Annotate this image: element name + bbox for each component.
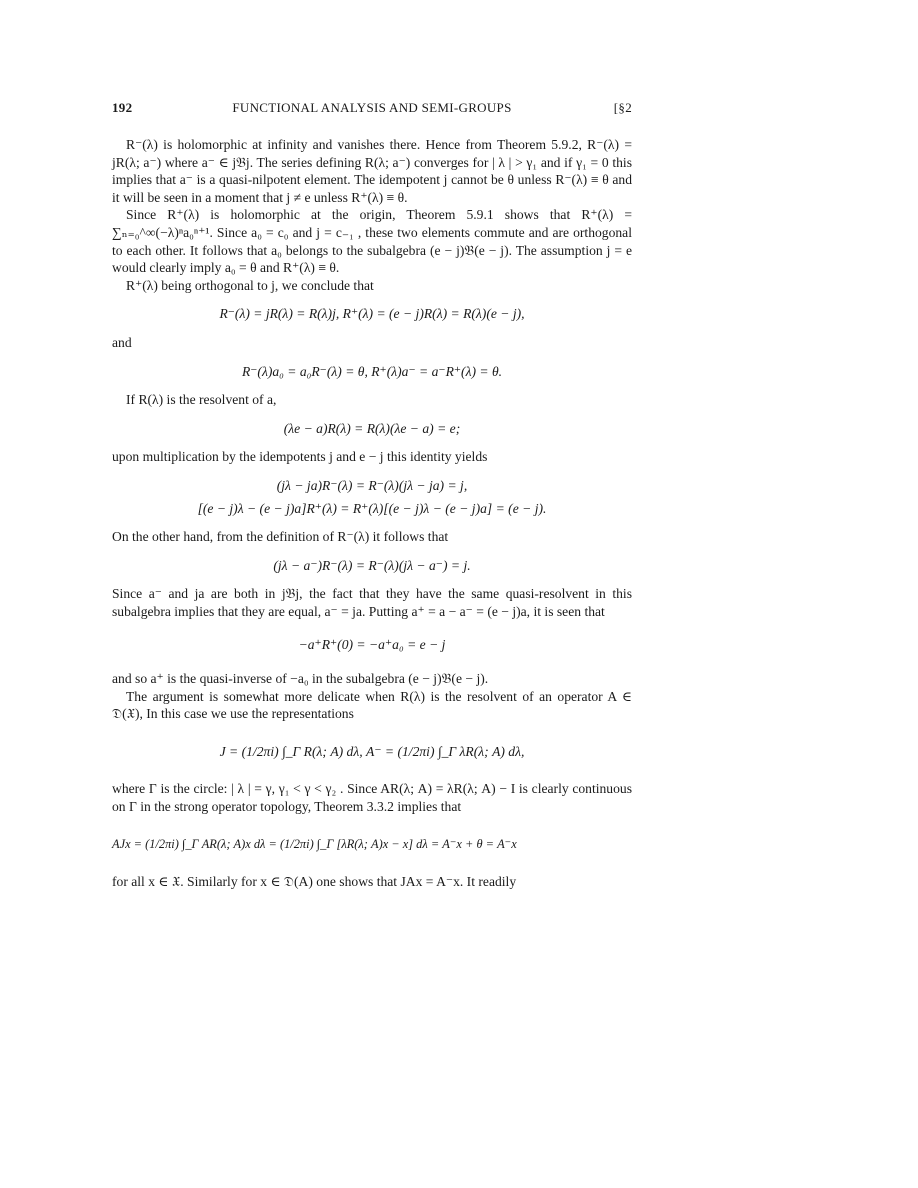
display-equation: (λe − a)R(λ) = R(λ)(λe − a) = e; [283,420,461,436]
display-equation: R⁻(λ) = jR(λ) = R(λ)j, R⁺(λ) = (e − j)R(λ) = R(λ)(e − j), [219,306,525,322]
paragraph: R⁻(λ) is holomorphic at infinity and vanishes there. Hence from Theorem 5.9.2, R⁻(λ) = jR(λ; a⁻) where a⁻ ∈ j𝔅j. The series defining R(λ; a⁻) converges for | λ | > γ₁ and if γ₁ = 0 this implies that a⁻ is a quasi-nilpotent element. The idempotent j cannot be θ unless R⁻(λ) ≡ θ and it will be seen in a moment that j ≠ e unless R⁺(λ) ≡ θ. [112,137,632,205]
paragraph: Since R⁺(λ) is holomorphic at the origin, Theorem 5.9.1 shows that R⁺(λ) = ∑ₙ₌₀^∞(−λ)ⁿa₀ⁿ⁺¹. Since a₀ = c₀ and j = c₋₁ , these two elements commute and are orthogonal to each other. It follows that a₀ belongs to the subalgebra (e − j)𝔅(e − j). The assumption j = e would clearly imply a₀ = θ and R⁺(λ) ≡ θ. [112,207,632,276]
paragraph: and [112,334,132,350]
display-equation: (jλ − a⁻)R⁻(λ) = R⁻(λ)(jλ − a⁻) = j. [273,557,471,573]
running-title: FUNCTIONAL ANALYSIS AND SEMI-GROUPS [232,100,512,115]
display-equation: R⁻(λ)a₀ = a₀R⁻(λ) = θ, R⁺(λ)a⁻ = a⁻R⁺(λ) = θ. [241,363,503,379]
page-body [112,136,632,891]
paragraph: upon multiplication by the idempotents j and e − j this identity yields [112,449,488,465]
paragraph: If R(λ) is the resolvent of a, [126,392,277,408]
paragraph: R⁺(λ) being orthogonal to j, we conclude that [126,277,374,293]
paragraph: for all x ∈ 𝔛. Similarly for x ∈ 𝔇(A) one shows that JAx = A⁻x. It readily [112,874,517,890]
display-equation: −a⁺R⁺(0) = −a⁺a₀ = e − j [298,637,446,653]
paragraph: On the other hand, from the definition of R⁻(λ) it follows that [112,529,449,545]
book-page [112,100,632,891]
display-equation: AJx = (1/2πi) ∫_Γ AR(λ; A)x dλ = (1/2πi) ∫_Γ [λR(λ; A)x − x] dλ = A⁻x + θ = A⁻x [112,836,517,851]
paragraph: Since a⁻ and ja are both in j𝔅j, the fact that they have the same quasi-resolvent in this subalgebra implies that they are equal, a⁻ = ja. Putting a⁺ = a − a⁻ = (e − j)a, it is seen that [112,586,632,619]
display-equation: (jλ − ja)R⁻(λ) = R⁻(λ)(jλ − ja) = j, [276,477,468,493]
paragraph: The argument is somewhat more delicate when R(λ) is the resolvent of an operator A ∈ 𝔇(𝔛), In this case we use the representations [112,688,632,722]
page-number: 192 [112,100,133,115]
section-marker: [§2 [613,100,632,115]
display-equation: [(e − j)λ − (e − j)a]R⁺(λ) = R⁺(λ)[(e − j)λ − (e − j)a] = (e − j). [197,500,547,516]
display-equation: J = (1/2πi) ∫_Γ R(λ; A) dλ, A⁻ = (1/2πi) ∫_Γ λR(λ; A) dλ, [219,743,525,759]
paragraph: and so a⁺ is the quasi-inverse of −a₀ in the subalgebra (e − j)𝔅(e − j). [112,671,489,687]
paragraph: where Γ is the circle: | λ | = γ, γ₁ < γ < γ₂ . Since AR(λ; A) = λR(λ; A) − I is clearly continuous on Γ in the strong operator topology, Theorem 3.3.2 implies that [112,781,632,815]
running-header [112,100,632,122]
